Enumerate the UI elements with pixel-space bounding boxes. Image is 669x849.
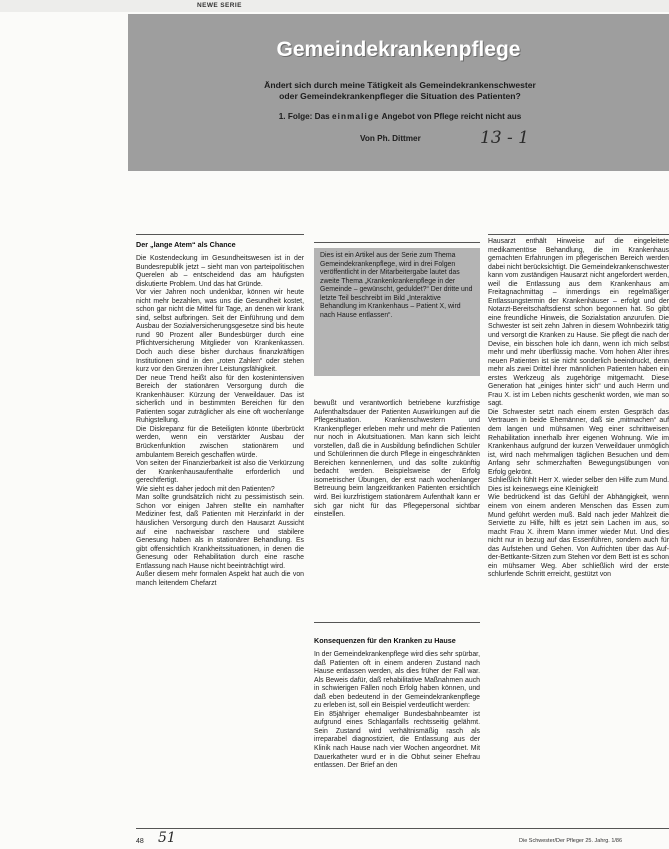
- series-info-text: Dies ist ein Artikel aus der Serie zum Thema Gemeindekrankenpflege, wird in drei Folgen veröffentlicht in der Mitarbeitergabe lautet das zweite Thema „Krankenkrankenpflege in der Gemeinde – gewünscht, geduldet?“ Der dritte und letzte Teil beschreibt im Bild „Interaktive Behandlung im Krankenhaus – Patient X, wird nach Hause entlassen“.: [320, 252, 473, 319]
- series-line: [140, 112, 660, 121]
- article-title: Gemeindekrankenpflege: [276, 38, 521, 61]
- section-heading: Konsequenzen für den Kranken zu Hause: [314, 636, 456, 645]
- subtitle-line-2: oder Gemeindekrankenpfleger die Situation des Patienten?: [279, 91, 521, 101]
- handwritten-mark: 13 - 1: [480, 128, 529, 148]
- article-column-3: [488, 238, 669, 580]
- series-suffix: Angebot von Pflege reicht nicht aus: [379, 112, 522, 121]
- paragraph: bewußt und verantwortlich betriebene kurzfristige Aufenthaltsdauer der Patienten Auswirkungen auf die Pflegesituation. Krankenschwestern und Krankenpfleger erleben mehr und mehr die Patienten nur noch in Akutsituationen. Man kann sich leicht vorstellen, daß die in Ausbildung befindlichen Schüler und Schülerinnen die durch Pflege in eingeschränkten Bereichen kennenlernen, und das sollte zukünftig bedacht werden. Beispielsweise der Erfolg isometrischer Übungen, der erst nach wochenlanger Betreuung beim langzeitkranken Patienten ersichtlich wird. Bei kurzfristigem stationärem Aufenthalt kann er sich gar nicht für das Pflegepersonal sichtbar einstellen.: [314, 400, 480, 519]
- section-rule: [314, 622, 480, 623]
- paragraph: Wie bedrückend ist das Gefühl der Abhängigkeit, wenn einem von einem anderen Menschen das Essen zum Mund geführt werden muß. Bald nach jeder Mahlzeit die Serviette zu Hilfe, hilft es jetzt sein Lachen im aus, so macht Frau X. ihrem Mann immer wieder Mut. Und dies nicht nur in bezug auf das Essenführen, sondern auch für das Aufstehen und Gehen. Von Aufrichten über das Auf-der-Bettkante-Sitzen zum Stehen vor dem Bett ist es schon ein mühsamer Weg. Aber schließlich wird der erste schlurfende Schritt erreicht, gestützt von: [488, 494, 669, 579]
- series-prefix: 1. Folge: Das: [278, 112, 332, 121]
- series-emphasis: einmalige: [331, 112, 380, 121]
- paragraph: Hausarzt enthält Hinweise auf die eingeleitete medikamentöse Behandlung, die im Krankenhaus gemachten Erfahrungen im pflegerischen Bereich werden dabei nicht berücksichtigt. Die Gemeindekrankenschwester kann vom zuständigen Hausarzt nicht angefordert werden, weil die Entlassung aus dem Krankenhaus am Freitagnachmittag – inmerdings ein regelmäßiger Entlassungstermin der Krankenhäuser – erfolgt und der Notarzt-Bereitschaftsdienst schon begonnen hat. So gibt eine freundliche Hinweis, die Sozialstation anzurufen. Die Schwester ist seit zehn Jahren in diesem Wohnbezirk tätig und versorgt die Kranken zu Hause. Sie pflegt die nach der Devise, ein bisschen hole ich dann, wenn ich mich selbst mehr und mehr überflüssig mache. Vom hohen Alter ihres neuen Patienten ist sie nicht sonderlich beeindruckt, denn mehr als zwei Drittel ihrer männlichen Patienten haben ein erstes Werkzeug als zugehörige mitgemacht. Diese Generation hat „einiges hinter sich“ und auch Herrn und Frau X. ist im Leben nichts geschenkt worden, wie man so sagt.: [488, 238, 669, 408]
- handwritten-page-number: 51: [158, 830, 176, 846]
- page-number: 48: [136, 838, 144, 845]
- author-byline: Von Ph. Dittmer: [360, 134, 421, 143]
- column-rule: [136, 234, 304, 235]
- journal-citation: Die Schwester/Der Pfleger 25. Jahrg. 1/86: [519, 838, 623, 844]
- paragraph: Von seiten der Finanzierbarkeit ist also die Verkürzung der Krankenhausaufenthalte erforderlich und gerechtfertigt.: [136, 460, 304, 485]
- article-column-2-lower: [314, 636, 480, 771]
- paragraph: Wie sieht es daher jedoch mit den Patienten?: [136, 485, 275, 493]
- column-rule: [488, 234, 669, 235]
- column-rule: [314, 242, 480, 243]
- paragraph: Außer diesem mehr formalen Aspekt hat auch die von manch leitendem Chefarzt: [136, 571, 304, 587]
- article-column-1: [136, 240, 304, 588]
- paragraph: Die Schwester setzt nach einem ersten Gespräch das Vertrauen in beide Ehemänner, daß sie „mitmachen“ auf dem langen und mühsamen Weg einer schrittweisen Rehabilitation innerhalb ihrer eigenen Wohnung. Wie im Krankenhaus aufgrund der kurzen Verweildauer unmöglich ist, wird nach mehrmaligen täglichen Besuchen und dem Anfang sehr schmerzhaften Bewegungsübungen von Erfolg gekrönt.: [488, 408, 669, 476]
- paragraph: Vor vier Jahren noch undenkbar, können wir heute nicht mehr bezahlen, was uns die Gesundheit kostet, schon gar nicht die Mittel für Tage, an denen wir krank sind, selbst aufbringen. Seit der Einführung und dem Ausbau der Sozialversicherungsgesetze sind bis heute rund 90 Prozent aller Bundesbürger durch eine Pflichtversicherung Mitglieder von Krankenkassen. Doch auch diese bisher durchaus finanzkräftigen Institutionen sind in den „roten Zahlen“ oder stehen kurz vor den Grenzen ihrer Leistungsfähigkeit.: [136, 289, 304, 374]
- section-label: NEWE SERIE: [197, 2, 242, 9]
- paragraph: In der Gemeindekrankenpflege wird dies sehr spürbar, daß Patienten oft in einem anderen Zustand nach Hause entlassen werden, als dies früher der Fall war. Als Beweis dafür, daß rehabilitative Maßnahmen auch in schwierigen Fällen noch Erfolg haben können, und daß eben bedeutend in der Gemeindekrankenpflege zu erleben ist, soll ein Beispiel verdeutlicht werden:: [314, 651, 480, 710]
- section-heading: Der „lange Atem“ als Chance: [136, 240, 236, 249]
- subtitle-line-1: Ändert sich durch meine Tätigkeit als Gemeindekrankenschwester: [264, 80, 536, 90]
- top-bar: [0, 0, 669, 12]
- paragraph: Man sollte grundsätzlich nicht zu pessimistisch sein. Schon vor einigen Jahren stellte ein namhafter Mediziner fest, daß Patienten mit Herzinfarkt in der häuslichen Versorgung durch den Hausarzt Aussicht auf eine nachweisbar raschere und stabilere Genesung haben als in stationärer Behandlung. Es gibt offensichtlich Krankheitssituationen, in denen die Genesung oder Rehabilitation durch eine rasche Entlassung nach Hause nicht beeinträchtigt wird.: [136, 494, 304, 570]
- paragraph: Die Diskrepanz für die Beteiligten könnte überbrückt werden, wenn ein verstärkter Ausbau der Brückenfunktion zwischen stationärem und ambulantem Bereich geschaffen würde.: [136, 425, 304, 459]
- article-column-2: [314, 400, 480, 520]
- footer-rule: [136, 828, 669, 829]
- article-subtitle: [150, 80, 650, 102]
- paragraph: Ein 85jähriger ehemaliger Bundesbahnbeamter ist aufgrund eines Schlaganfalls rechtsseitig gelähmt. Sein Zustand wird verhältnismäßig rasch als irreparabel diagnostiziert, die Entlassung aus der Klinik nach Hause nach vier Wochen angeordnet. Mit Dauerkatheter wurd er in die Obhut seiner Ehefrau entlassen. Der Brief an den: [314, 710, 480, 770]
- paragraph: Schließlich fühlt Herr X. wieder selber den Hilfe zum Mund. Dies ist keineswegs eine Kleinigkeit!: [488, 477, 669, 493]
- paragraph: Der neue Trend heißt also für den kostenintensiven Bereich der stationären Versorgung durch die Krankenhäuser: Kürzung der Verweildauer. Das ist sicherlich und in bestimmten Bereichen für den Patienten sogar zuträglicher als eine oft wochenlange Ruhigstellung.: [136, 374, 304, 425]
- paragraph: Die Kostendeckung im Gesundheitswesen ist in der Bundesrepublik jetzt – sieht man von parteipolitischen Querelen ab – entscheidend das am häufigsten diskutierte Problem. Und das hat Gründe.: [136, 255, 304, 288]
